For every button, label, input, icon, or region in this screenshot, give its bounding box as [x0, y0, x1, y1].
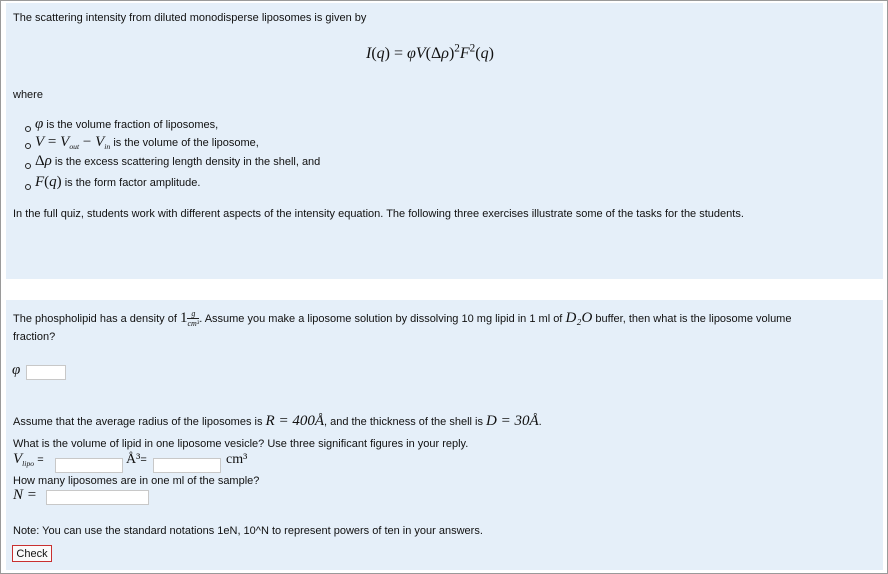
cm-cubed-unit: cm³ — [226, 452, 248, 467]
where-label: where — [13, 89, 43, 101]
n-label: N = — [13, 487, 37, 503]
phi-input[interactable] — [26, 365, 66, 380]
list-bullet — [25, 184, 31, 190]
question-volume: What is the volume of lipid in one liposome vesicle? Use three significant figures in your reply. — [13, 438, 469, 450]
vlipo-cm3-input[interactable] — [153, 458, 221, 473]
list-item-delta-rho: Δρ is the excess scattering length density in the shell, and — [35, 153, 321, 169]
intro-paragraph: In the full quiz, students work with different aspects of the intensity equation. The following three exercises illustrate some of the tasks for the students. — [13, 208, 744, 220]
list-bullet — [25, 126, 31, 132]
check-button[interactable]: Check — [12, 545, 52, 562]
vlipo-angstrom-input[interactable] — [55, 458, 123, 473]
list-bullet — [25, 163, 31, 169]
angstrom-cubed-unit: Å³= — [126, 452, 147, 467]
question-density: The phospholipid has a density of 1 $\frac{g}{\text{cm³}}$ . Assume you make a liposome solution by dissolving 10 mg lipid in 1 ml of D₂O buffer, then what is the liposome volume — [13, 309, 792, 328]
question-radius: Assume that the average radius of the liposomes is R = 400Å, and the thickness of the shell is D = 30Å. — [13, 413, 542, 429]
question-count: How many liposomes are in one ml of the sample? — [13, 475, 260, 487]
intro-text: The scattering intensity from diluted monodisperse liposomes is given by — [13, 12, 367, 24]
list-item-volume: $V = V_{out} - V_{in}$ is the volume of the liposome, — [35, 134, 259, 152]
list-item-form-factor: F(q) is the form factor amplitude. — [35, 174, 201, 190]
list-item-phi: φ is the volume fraction of liposomes, — [35, 116, 219, 132]
phi-label: φ — [12, 362, 21, 378]
n-input[interactable] — [46, 490, 149, 505]
question-density-line2: fraction? — [13, 331, 56, 343]
intensity-equation: $I(q) = \varphi V(\Delta\rho)^2F^2(q)$ — [366, 42, 494, 62]
list-bullet — [25, 143, 31, 149]
vlipo-label: $V_{lipo}$ = — [13, 451, 44, 469]
notation-note: Note: You can use the standard notations 1eN, 10^N to represent powers of ten in your answers. — [13, 525, 483, 537]
